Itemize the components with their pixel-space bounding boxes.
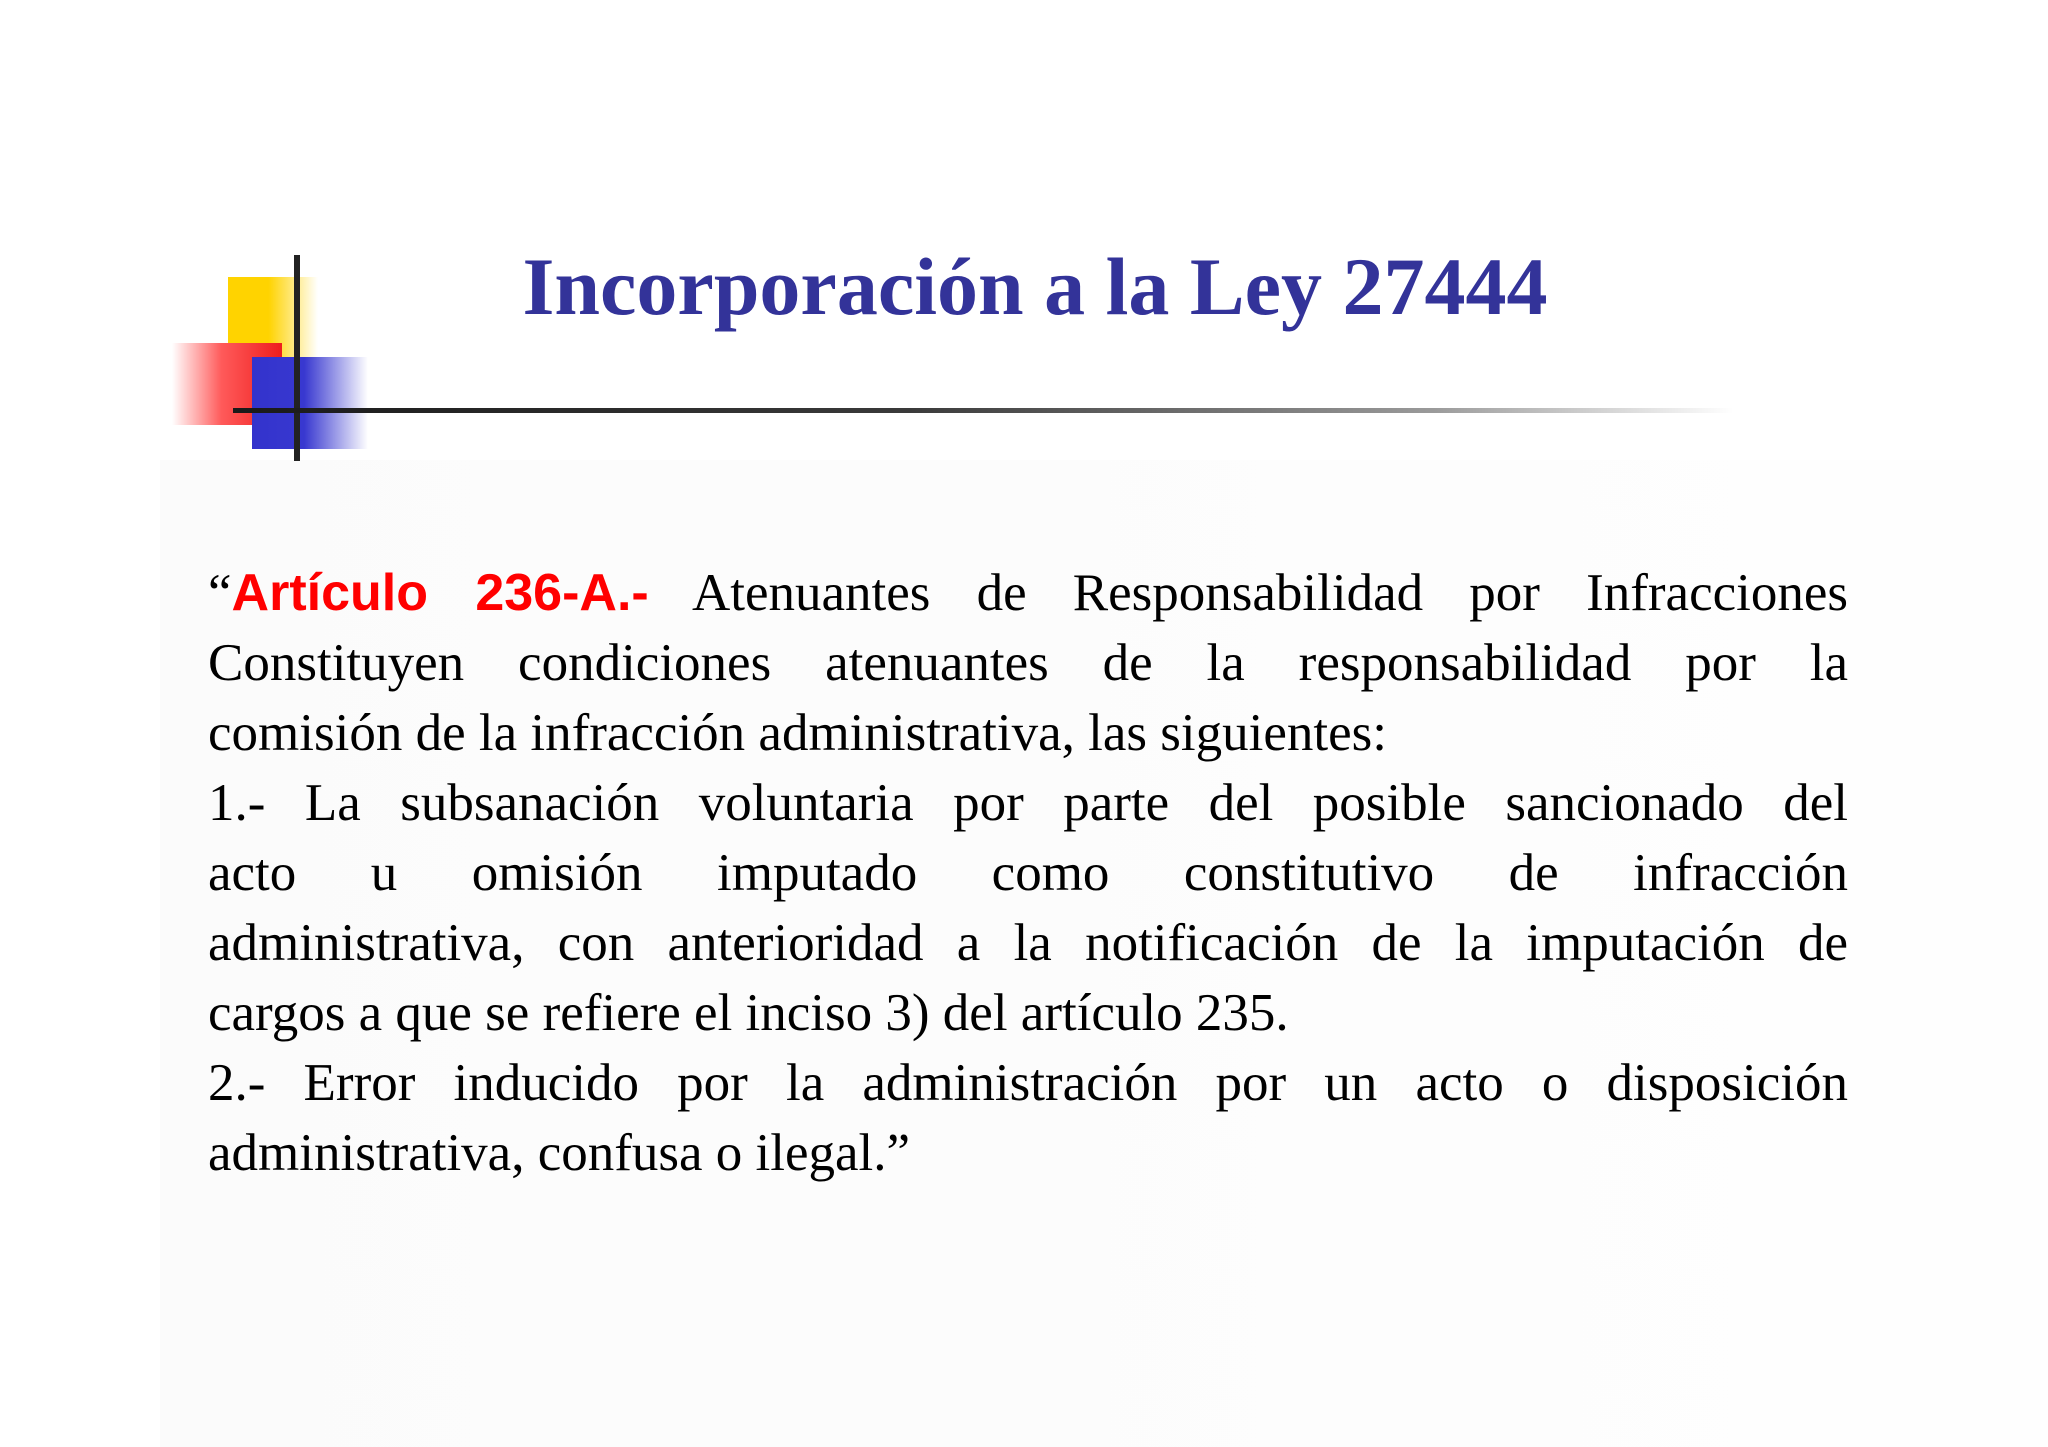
paragraph-line: administrativa, confusa o ilegal.” <box>208 1124 911 1182</box>
title-divider <box>233 408 1733 413</box>
paragraph-line: comisión de la infracción administrativa, las siguientes: <box>208 704 1387 762</box>
paragraph-line: Constituyen condiciones atenuantes de la responsabilidad por la <box>208 634 1848 692</box>
article-heading-line <box>208 558 1848 628</box>
article-label: Artículo 236-A.- <box>231 564 649 622</box>
logo-vertical-line <box>294 255 300 461</box>
paragraph-line: 1.- La subsanación voluntaria por parte del posible sancionado del <box>208 774 1848 832</box>
paragraph-line: acto u omisión imputado como constitutivo de infracción <box>208 844 1848 902</box>
paragraph-line: administrativa, con anterioridad a la notificación de la imputación de <box>208 914 1848 972</box>
article-heading: Atenuantes de Responsabilidad por Infracciones <box>648 564 1848 622</box>
logo-blue-square <box>252 357 368 449</box>
paragraph-line: 2.- Error inducido por la administración por un acto o disposición <box>208 1054 1848 1112</box>
article-text <box>208 558 1848 1188</box>
paragraph-line: cargos a que se refiere el inciso 3) del artículo 235. <box>208 984 1289 1042</box>
slide-title: Incorporación a la Ley 27444 <box>522 241 1548 332</box>
opening-quote: “ <box>208 564 232 622</box>
